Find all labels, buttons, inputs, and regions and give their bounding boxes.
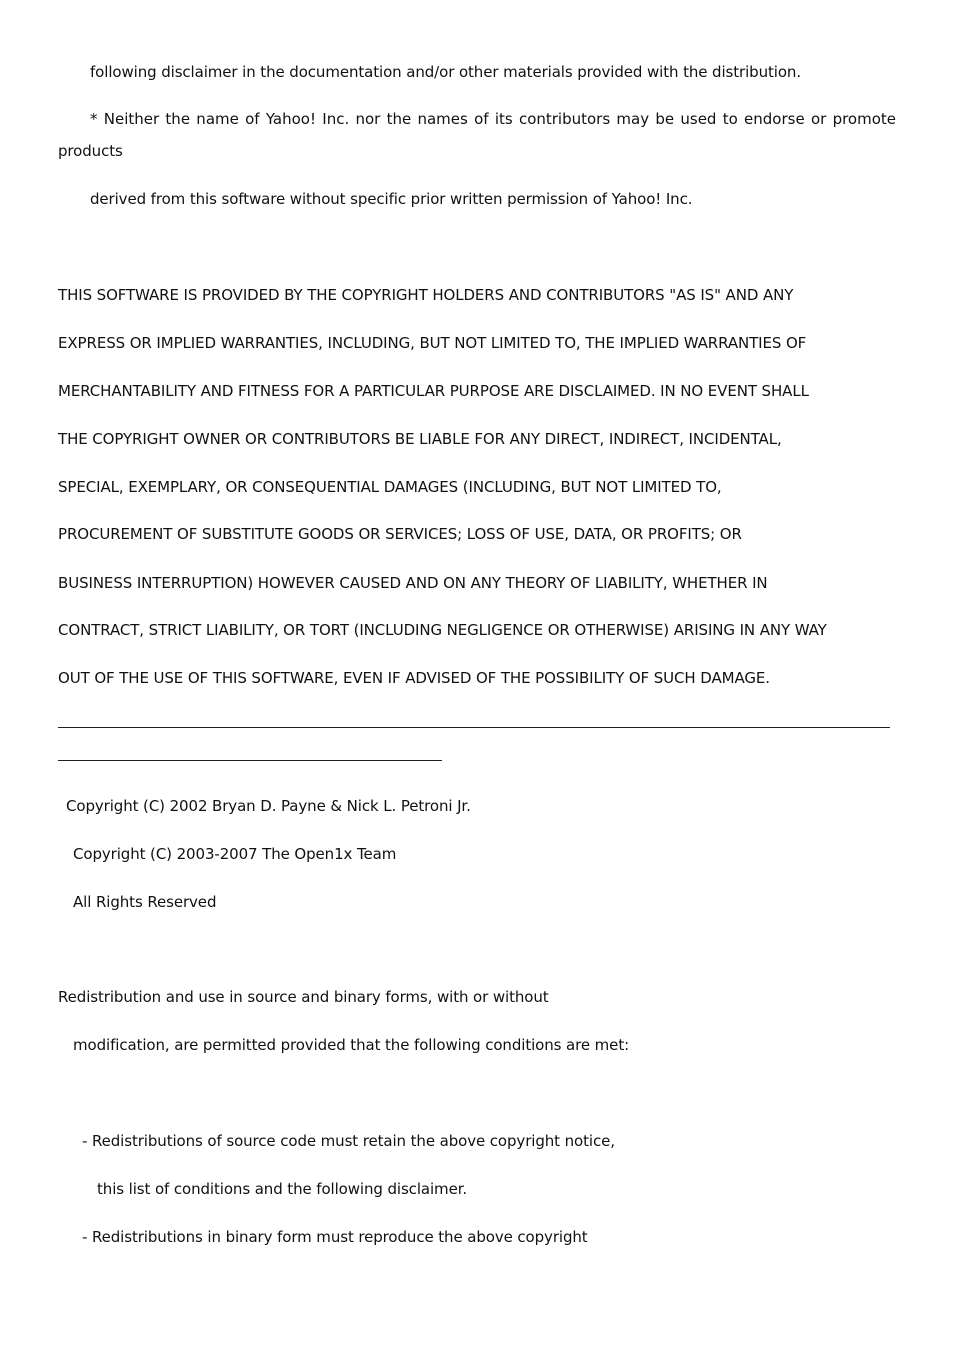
warranty-line: MERCHANTABILITY AND FITNESS FOR A PARTICULAR PURPOSE ARE DISCLAIMED. IN NO EVENT SHALL (58, 382, 809, 400)
warranty-line: BUSINESS INTERRUPTION) HOWEVER CAUSED AND ON ANY THEORY OF LIABILITY, WHETHER IN (58, 574, 768, 592)
copyright-line: Copyright (C) 2003-2007 The Open1x Team (73, 845, 397, 863)
license-text-line: derived from this software without specific prior written permission of Yahoo! Inc. (90, 190, 693, 208)
separator-rule (58, 727, 890, 728)
warranty-line: OUT OF THE USE OF THIS SOFTWARE, EVEN IF ADVISED OF THE POSSIBILITY OF SUCH DAMAGE. (58, 669, 770, 687)
condition-line: - Redistributions of source code must retain the above copyright notice, (82, 1132, 615, 1150)
license-text-line: products (58, 142, 123, 160)
warranty-line: SPECIAL, EXEMPLARY, OR CONSEQUENTIAL DAMAGES (INCLUDING, BUT NOT LIMITED TO, (58, 478, 722, 496)
warranty-line: EXPRESS OR IMPLIED WARRANTIES, INCLUDING, BUT NOT LIMITED TO, THE IMPLIED WARRANTIES OF (58, 334, 807, 352)
redistribution-line: modification, are permitted provided that the following conditions are met: (73, 1036, 630, 1054)
warranty-line: THE COPYRIGHT OWNER OR CONTRIBUTORS BE LIABLE FOR ANY DIRECT, INDIRECT, INCIDENTAL, (58, 430, 782, 448)
warranty-line: PROCUREMENT OF SUBSTITUTE GOODS OR SERVICES; LOSS OF USE, DATA, OR PROFITS; OR (58, 525, 742, 543)
warranty-line: THIS SOFTWARE IS PROVIDED BY THE COPYRIGHT HOLDERS AND CONTRIBUTORS "AS IS" AND ANY (58, 286, 794, 304)
license-text-line: following disclaimer in the documentation and/or other materials provided with the distribution. (90, 63, 802, 81)
redistribution-line: Redistribution and use in source and binary forms, with or without (58, 988, 549, 1006)
neither-clause: * Neither the name of Yahoo! Inc. nor the names of its contributors may be used to endorse or promote (90, 110, 896, 128)
separator-rule (58, 760, 442, 761)
rights-line: All Rights Reserved (73, 893, 217, 911)
warranty-line: CONTRACT, STRICT LIABILITY, OR TORT (INCLUDING NEGLIGENCE OR OTHERWISE) ARISING IN ANY WAY (58, 621, 827, 639)
condition-line: - Redistributions in binary form must reproduce the above copyright (82, 1228, 588, 1246)
condition-line: this list of conditions and the following disclaimer. (97, 1180, 468, 1198)
license-text-line (58, 109, 896, 129)
copyright-line: Copyright (C) 2002 Bryan D. Payne & Nick L. Petroni Jr. (66, 797, 471, 815)
